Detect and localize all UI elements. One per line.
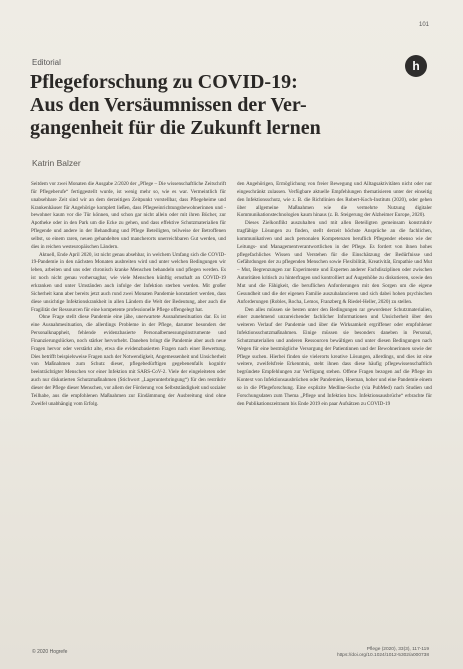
paragraph: Ohne Frage stellt diese Pandemie eine jähe, unerwartete Ausnahmesituation dar. Es ist eine Ausnahmesituation, die allerdings Probleme in der Pflege, darunter besonders der Personalknappheit, fehlende evidenzbasierte Personalbemessungsinstrumente und Finanzierungslücken, noch stärker hervorhebt. Daneben bringt die Pandemie aber auch neue Fragen hervor oder verstärkt alte, etwa die evidenzbasierten Fragen nach einer Bewertung. Dies betrifft beispielsweise Fragen nach der Notwendigkeit, Angemessenheit und Unsicherheit von Maßnahmen zum Schutz dieser, pflegebedürftigen gegebenenfalls kognitiv beeinträchtigter Menschen vor einer Infektion mit SARS-CoV-2. Viele der eingeleiteten oder auch nur diskutierten Schutzmaßnahmen (Stichwort „Lagerunterbringung“) für den restriktiv dieser der Pflege dieser Menschen, vor allem der Förderung von Selbstständigkeit und sozialer Teilhabe, aus die empfohlenen Maßnahmen zur Eindämmung der Ausbreitung sind ohne Zweifel unabhängig vom Erfolg. [31, 314, 226, 407]
doi-link[interactable]: https://doi.org/10.1024/1012-5302/a000738 [336, 653, 429, 658]
paragraph: Seitdem vor zwei Monaten die Ausgabe 2/2020 der „Pflege – Die wissenschaftliche Zeitschrift für Pflegeberufe“ fertiggestellt wurde, ist wenig mehr so, wie es war. Vermeintlich für unabsehbare Zeit sind wir an dem derzeitigen Zeitpunkt vorstellbar, dass Pflegeheime und Krankenhäuser für Angehörige komplett ließen, dass Pflegeeinrichtungsbewohnerinnen und -bewohner kaum vor die Tür können, und schon gar nicht allein oder mit ihren Bücher, zur Apotheke oder in den Park um die Ecke zu gehen, und dass effektive Schutzmaterialien für Pflegende und andere in der Behandlung und Pflege Beteiligten, teilweise der Betroffenen selbst, so einem raren, neuen gehandelten und mancherorts unerreichbaren Gut werden, und dies in reichen westeuropäischen Ländern. [31, 181, 226, 250]
citation-line: Pflege (2020), 33(3), 117-119 [366, 647, 429, 652]
text-column-right [237, 181, 432, 631]
citation-footer [337, 647, 429, 659]
paragraph: Aktuell, Ende April 2020, ist nicht genau absehbar, in welchem Umfang sich die COVID-19-Pandemie in den nächsten Monaten ausbreiten wird und unter welchen Bedingungen wir leben, arbeiten und uns oder chronisch kranke Menschen behandeln und pflegen werden. Es ist noch nicht genau vorhersagbar, wie viele Menschen künftig ernsthaft an COVID-19 erkranken und unter Umständen auch infolge der Infektion sterben werden. Mit großer Sicherheit kann aber bereits jetzt auch rund zwei Monaten Pandemie konstatiert werden, dass diese unsichtige Infektionskrankheit in allen Ländern die Welt der Bedeutung, aber auch die Fragilität der Ressourcen für eine kompetente professionelle Pflege offengelegt hat. [31, 251, 226, 313]
title-line: Aus den Versäumnissen der Ver- [30, 94, 307, 116]
copyright-notice: © 2020 Hogrefe [32, 649, 68, 655]
paragraph: Dieses Zielkonflikt auszuhalten und mit allen Beteiligten gemeinsam konstruktiv tragfähige Lösungen zu finden, stellt derzeit höchste Ansprüche an die fachlichen, kommunikativen und auch personalen Kompetenzen beruflich Pflegender ebenso wie der Leitungs- und Managementverantwortlichen in der Pflege. Es fordert von ihnen hohes pflegefachliches Wissen und Verstehen für die Einschätzung der Bedürfnisse und Gefährdungen der zu pflegenden Menschen sowie Flexibilität, Kreativität, Empathie und Mut – Mut, Begrenzungen zur Experimente und Experten anderer Fachdisziplinen oder zwischen Autoritäten kritisch zu hinterfragen und kontrolliert auf Augenhöhe zu diskutieren, sowie den Mut und die Fähigkeit, die beruflichen Anforderungen mit den Sorgen um die eigene Gesundheit und die der eigenen Familie auszubalancieren und sich dabei hohen psychischen Anforderungen (Robles, Rocha, Lemos, Franzberg & Riedel-Heller, 2020) zu stellen. [237, 220, 432, 305]
article-title [30, 71, 430, 140]
section-label: Editorial [32, 58, 61, 67]
title-line: gangenheit für die Zukunft lernen [30, 117, 321, 139]
author-name: Katrin Balzer [32, 158, 81, 168]
paragraph: Den alles müssen sie besten unter den Bedingungen rar gewordener Schutzmaterialien, einer zunehmend unzureichender fachlicher Informationen und Unsicherheit über den weiteren Verlauf der Pandemie und über die Wirksamkeit ergriffener oder empfohlener Infektionsschutzmaßnahmen. Einige müssen sie besonders daneben in Personal, Schutzmaterialien und anderen Ressourcen bewältigen und unter diesen Bedingungen nach Wegen für eine bestmögliche Versorgung der Patientinnen und der Bewohnerinnen sowie der Pflege suchen. Hierbei finden sie vielerorts kreative Lösungen, allerdings, und dies ist eine weitere, zweifelsfreie Erkenntnis, steht ihnen dass diese häufig pflegewissenschaftlich begründete Empfehlungen zur Verfügung stehen. Offene Fragen bezogen auf die Pflege im Kontext von Infektionsausbrüchen oder Pandemien, Hoeman, hoher und eine Pandemie einem so in die Pflegeforschung. Eine explizite Medline-Suche (via PubMed) nach Studien und Forschungsdaten zum Thema „Pflege und Infektion bzw. Infektionsausbrüche“ erbrachte für den Publikationszeitraum bis Ende 2019 ein paar Aufsätzen zu COVID-19 [237, 306, 432, 407]
title-line: Pflegeforschung zu COVID-19: [30, 71, 298, 93]
page-number: 101 [418, 22, 429, 28]
paragraph: den Angehörigen, Ermöglichung von freier Bewegung und Alltagsaktivitäten nicht oder nur eingeschränkt zulassen. Verfügbare aktuelle Empfehlungen thematisieren unter der einseitig den Infektionsschutz, wie z. B. die Richtlinien des Robert-Koch-Instituts (2020), oder gehen über allgemeine Maßnahmen wie die vermehrte Nutzung digitaler Kommunikationstechnologien kaum hinaus (z. B. Steigerung der Alzheimer Europe, 2020). [237, 181, 432, 219]
publisher-logo-icon: h [405, 55, 427, 77]
text-column-left [31, 181, 226, 631]
